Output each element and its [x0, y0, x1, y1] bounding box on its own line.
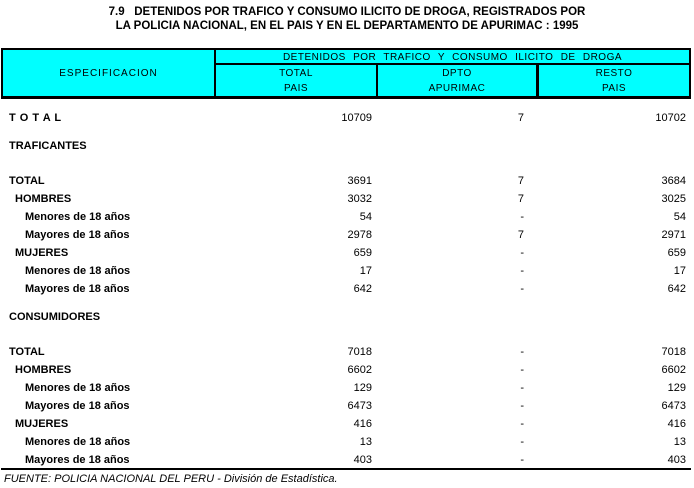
row-label: Menores de 18 años — [25, 436, 131, 448]
value-resto-pais — [534, 137, 691, 155]
value-total-pais: 3691 — [347, 175, 372, 187]
value-total-pais: 2978 — [347, 229, 372, 241]
table-row — [1, 244, 691, 262]
table-row — [1, 433, 691, 451]
value-total-pais: 416 — [353, 418, 372, 430]
value-resto-pais: 659 — [667, 247, 686, 259]
value-total-pais: 7018 — [347, 346, 372, 358]
value-dpto-apurimac: 7 — [517, 112, 524, 124]
header-cell-group-title: DETENIDOS POR TRAFICO Y CONSUMO ILICITO DE DROGA — [216, 50, 689, 65]
table-body — [1, 101, 691, 469]
table-row — [1, 208, 691, 226]
value-total-pais: 54 — [359, 211, 372, 223]
value-dpto-apurimac — [374, 308, 534, 326]
value-resto-pais: 3684 — [661, 175, 686, 187]
table-row — [1, 397, 691, 415]
header-cell-dpto-apurimac — [376, 65, 536, 96]
row-label: Menores de 18 años — [25, 382, 131, 394]
value-resto-pais: 416 — [667, 418, 686, 430]
value-total-pais: 10709 — [341, 112, 372, 124]
value-dpto-apurimac: 7 — [517, 229, 524, 241]
value-resto-pais: 3025 — [661, 193, 686, 205]
value-dpto-apurimac: - — [520, 265, 524, 277]
header-cell-resto-pais — [536, 65, 689, 96]
source-note: FUENTE: POLICIA NACIONAL DEL PERU - División de Estadística. — [4, 473, 338, 485]
value-dpto-apurimac: - — [520, 382, 524, 394]
row-label: TOTAL — [9, 175, 45, 187]
header-total-line2: PAIS — [283, 83, 309, 94]
value-resto-pais: 17 — [673, 265, 686, 277]
title-line-1: 7.9 DETENIDOS POR TRAFICO Y CONSUMO ILICITO DE DROGA, REGISTRADOS POR — [108, 6, 586, 18]
header-dpto-line1: DPTO — [442, 68, 472, 79]
value-dpto-apurimac: - — [520, 418, 524, 430]
value-total-pais: 6473 — [347, 400, 372, 412]
row-label: Mayores de 18 años — [25, 229, 130, 241]
value-resto-pais: 7018 — [661, 346, 686, 358]
footer-divider — [1, 468, 691, 470]
value-dpto-apurimac: - — [520, 247, 524, 259]
value-dpto-apurimac — [374, 137, 534, 155]
value-resto-pais: 6473 — [661, 400, 686, 412]
value-dpto-apurimac: - — [520, 400, 524, 412]
value-total-pais — [214, 137, 374, 155]
value-total-pais: 659 — [353, 247, 372, 259]
row-label: T O T A L — [9, 112, 62, 124]
table-row — [1, 343, 691, 361]
value-resto-pais: 2971 — [661, 229, 686, 241]
value-dpto-apurimac: - — [520, 364, 524, 376]
value-total-pais: 6602 — [347, 364, 372, 376]
table-row — [1, 190, 691, 208]
table-row — [1, 379, 691, 397]
row-label: CONSUMIDORES — [9, 311, 101, 323]
value-resto-pais: 13 — [673, 436, 686, 448]
value-resto-pais — [534, 308, 691, 326]
row-label: TOTAL — [9, 346, 45, 358]
value-dpto-apurimac: 7 — [517, 175, 524, 187]
table-row — [1, 308, 691, 326]
value-total-pais: 642 — [353, 283, 372, 295]
table-row — [1, 137, 691, 155]
row-label: TRAFICANTES — [9, 140, 87, 152]
value-total-pais: 17 — [359, 265, 372, 277]
header-cell-especificacion: ESPECIFICACION — [3, 50, 216, 96]
value-total-pais — [214, 308, 374, 326]
row-label: MUJERES — [15, 418, 69, 430]
table-row — [1, 415, 691, 433]
document-title — [0, 0, 694, 33]
value-dpto-apurimac: - — [520, 346, 524, 358]
table-row — [1, 451, 691, 469]
value-resto-pais: 54 — [673, 211, 686, 223]
row-label: Menores de 18 años — [25, 265, 131, 277]
table-row — [1, 226, 691, 244]
header-cell-total-pais — [216, 65, 376, 96]
value-total-pais: 3032 — [347, 193, 372, 205]
value-resto-pais: 10702 — [655, 112, 686, 124]
value-dpto-apurimac: - — [520, 211, 524, 223]
row-label: Mayores de 18 años — [25, 283, 130, 295]
table-row — [1, 109, 691, 127]
table-row — [1, 361, 691, 379]
value-total-pais: 403 — [353, 454, 372, 466]
table-row — [1, 172, 691, 190]
row-label: Mayores de 18 años — [25, 400, 130, 412]
row-label: MUJERES — [15, 247, 69, 259]
header-dpto-line2: APURIMAC — [428, 83, 486, 94]
value-dpto-apurimac: - — [520, 436, 524, 448]
title-line-2: LA POLICIA NACIONAL, EN EL PAIS Y EN EL DEPARTAMENTO DE APURIMAC : 1995 — [115, 20, 579, 32]
value-dpto-apurimac: - — [520, 283, 524, 295]
row-label: HOMBRES — [15, 193, 72, 205]
row-label: Menores de 18 años — [25, 211, 131, 223]
value-dpto-apurimac: - — [520, 454, 524, 466]
value-total-pais: 129 — [353, 382, 372, 394]
header-total-line1: TOTAL — [279, 68, 313, 79]
row-label: Mayores de 18 años — [25, 454, 130, 466]
value-dpto-apurimac: 7 — [517, 193, 524, 205]
table-row — [1, 280, 691, 298]
value-total-pais: 13 — [359, 436, 372, 448]
value-resto-pais: 403 — [667, 454, 686, 466]
header-resto-line1: RESTO — [595, 68, 633, 79]
row-label: HOMBRES — [15, 364, 72, 376]
table-row — [1, 262, 691, 280]
value-resto-pais: 129 — [667, 382, 686, 394]
header-resto-line2: PAIS — [601, 83, 627, 94]
table-header — [1, 48, 691, 99]
value-resto-pais: 6602 — [661, 364, 686, 376]
value-resto-pais: 642 — [667, 283, 686, 295]
